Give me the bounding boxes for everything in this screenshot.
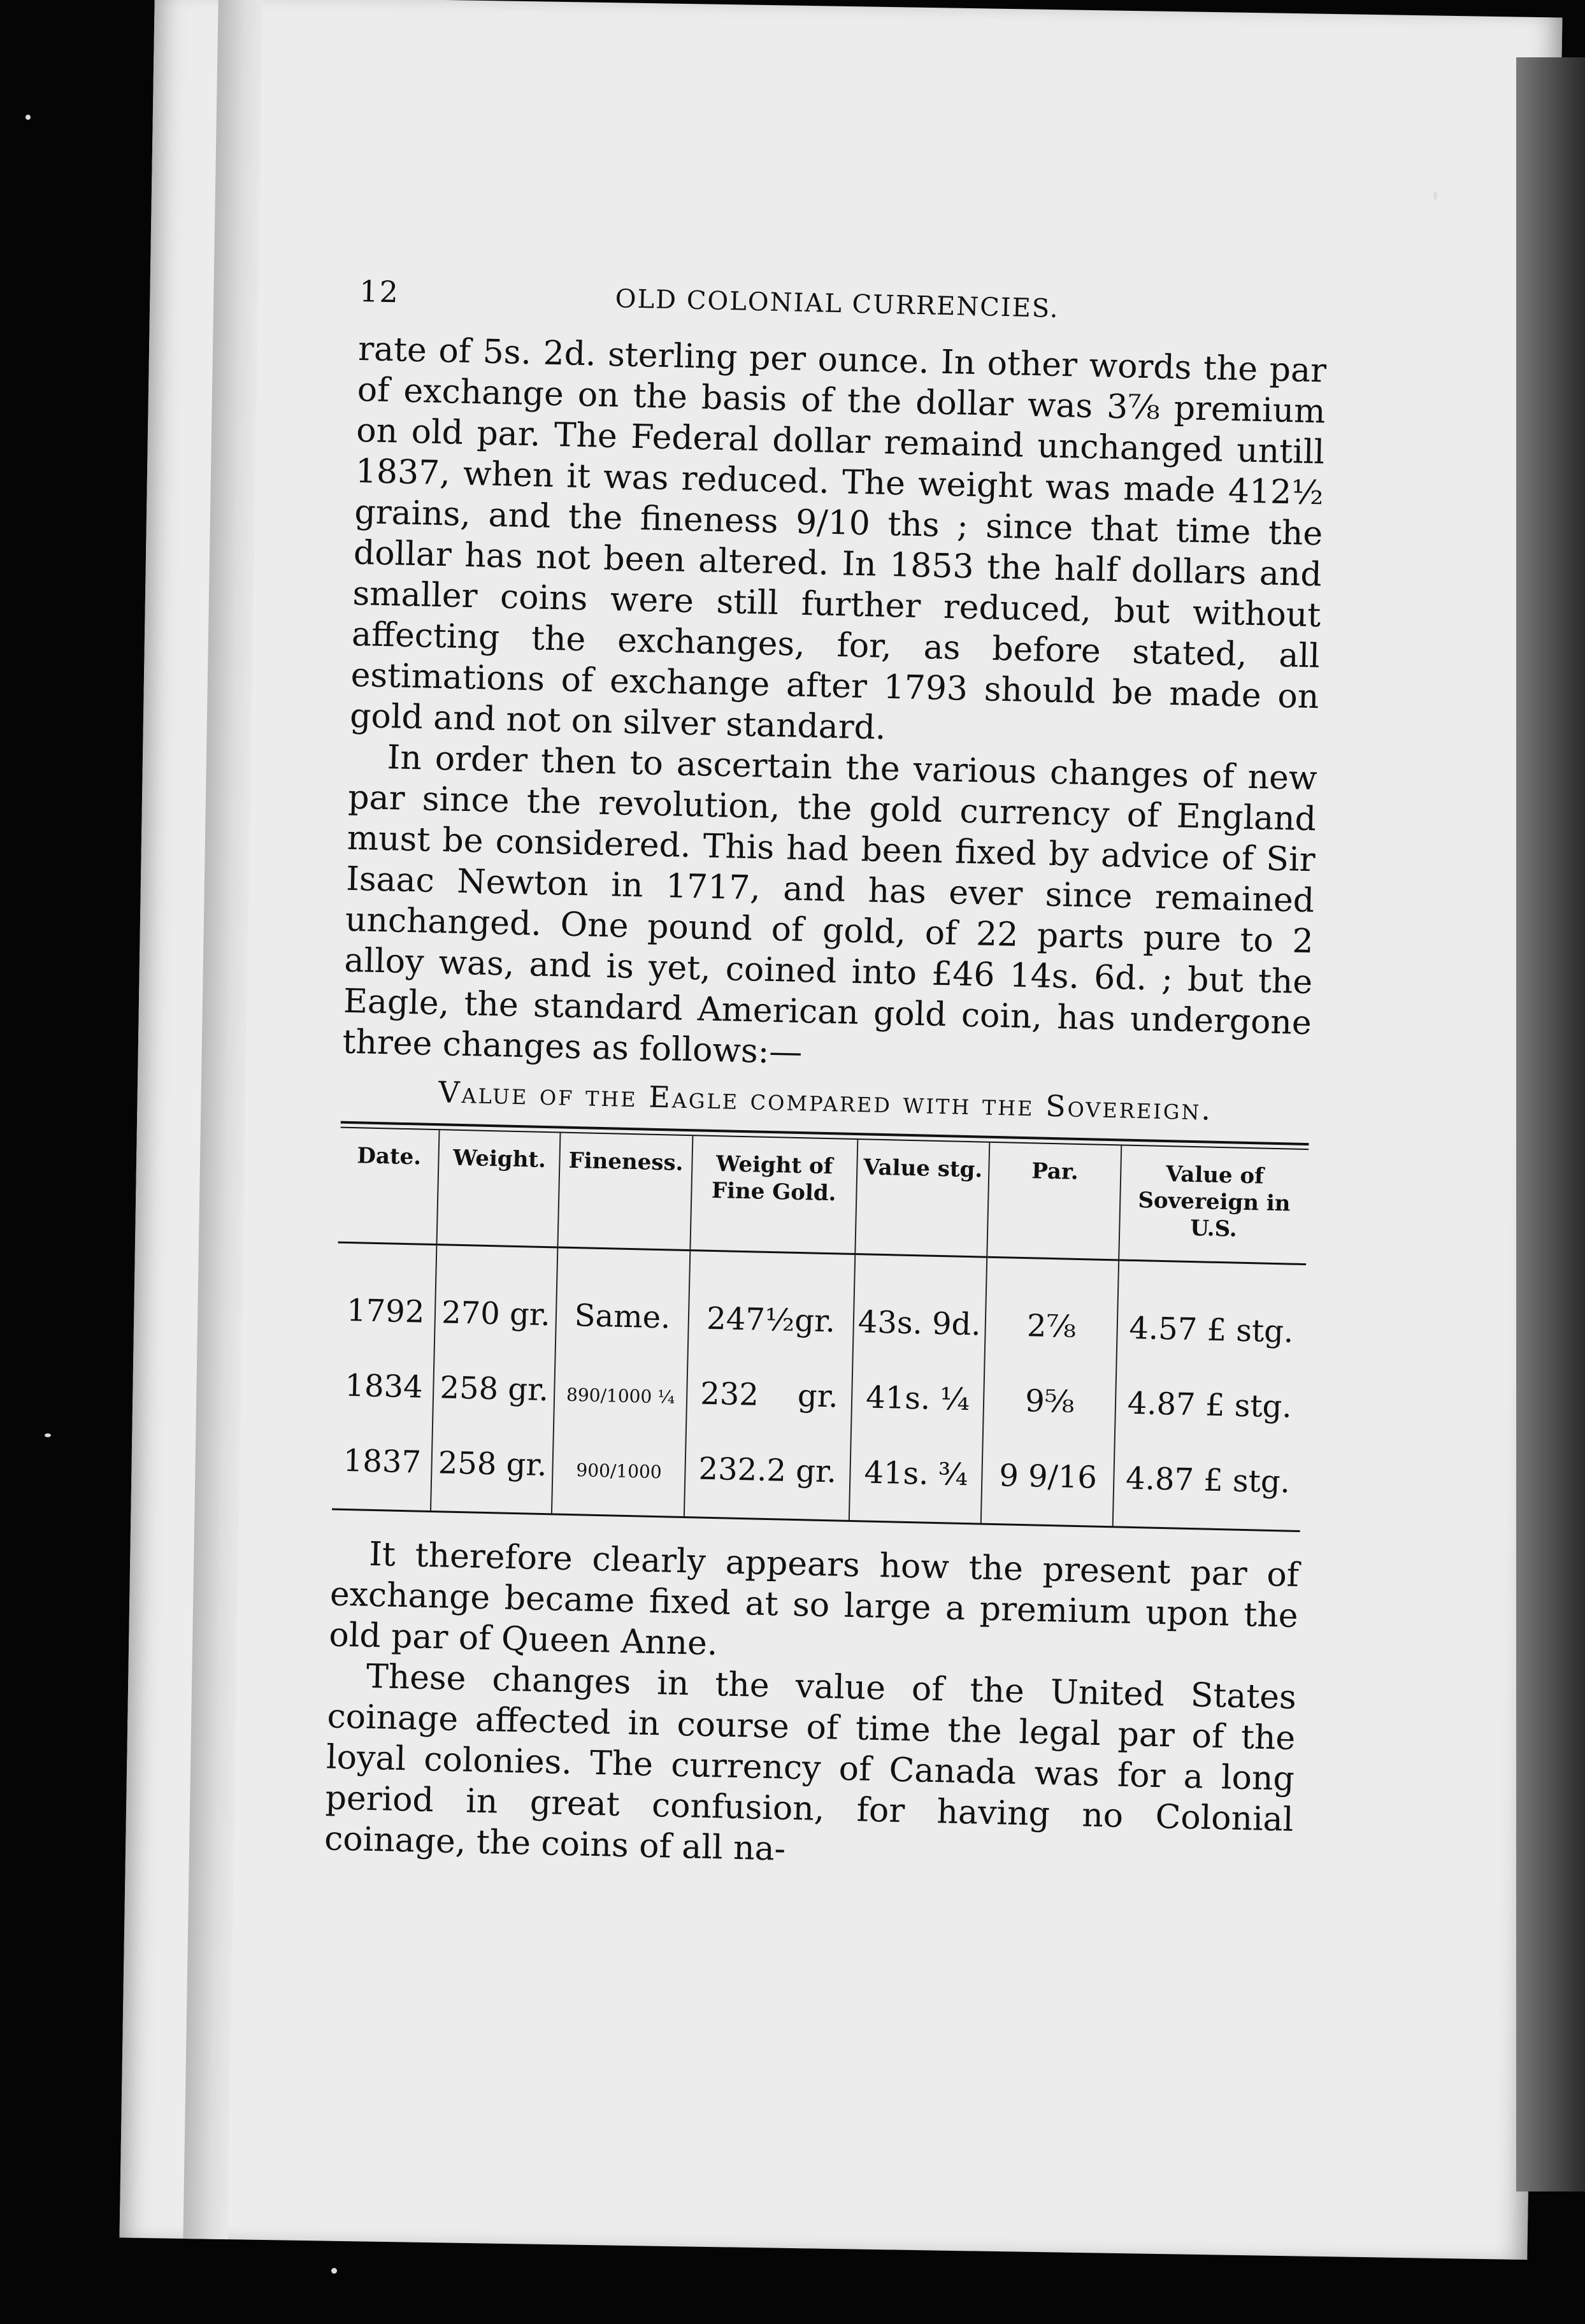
cell-sovereign: 4.57 £ stg. <box>1117 1260 1306 1370</box>
cell-par: 2⅞ <box>985 1257 1119 1365</box>
cell-fineness: Same. <box>556 1247 690 1356</box>
column-header-fineness: Fineness. <box>558 1133 692 1250</box>
page-content <box>324 274 1328 1881</box>
eagle-sovereign-table <box>332 1128 1309 1530</box>
dust-speck <box>331 2268 337 2274</box>
cell-weight: 270 gr. <box>434 1245 558 1353</box>
adjacent-page-edge <box>1516 57 1585 2191</box>
cell-fine-gold: 247½gr. <box>687 1251 855 1359</box>
column-header-value: Value stg. <box>855 1140 989 1257</box>
cell-fineness <box>554 1352 687 1431</box>
cell-weight: 258 gr. <box>433 1350 556 1428</box>
fineness-fraction: 900/1000 <box>576 1460 662 1483</box>
cell-par: 9 9/16 <box>981 1438 1115 1526</box>
column-header-par: Par. <box>987 1143 1121 1260</box>
cell-fine-gold: 232 gr. <box>686 1356 853 1435</box>
paragraph: In order then to ascertain the various changes of new par since the revolution, the gold currency of England must be considered. This had been fixed by advice of Sir Isaac Newton in 1717, and has ever since remained unchanged. One pound of gold, of 22 parts pure to 2 alloy was, and is yet, coined into £46 14s. 6d. ; but the Eagle, the standard American gold coin, has undergone three changes as follows:— <box>341 738 1318 1072</box>
dust-speck <box>25 115 31 120</box>
table-header-row <box>338 1128 1309 1265</box>
cell-weight: 258 gr. <box>431 1425 554 1513</box>
cell-date: 1834 <box>344 1367 424 1405</box>
paragraph: It therefore clearly appears how the present par of exchange became fixed at so large a premium upon the old par of Queen Anne. <box>328 1535 1300 1663</box>
running-title: OLD COLONIAL CURRENCIES. <box>615 284 1060 324</box>
cell-sovereign: 4.87 £ stg. <box>1113 1440 1302 1530</box>
page-number: 12 <box>359 274 400 310</box>
fineness-fraction: 890/1000 ¼ <box>566 1384 675 1408</box>
paragraph: These changes in the value of the United States coinage affected in course of time the legal par of the loyal colonies. The currency of Canada was for a long period in great confusion, for having no Colonial coinage, the coins of all na- <box>324 1657 1297 1869</box>
cell-value: 43s. 9d. <box>852 1254 987 1363</box>
cell-fineness <box>552 1428 685 1516</box>
table-title: Value of the Eagle compared with the Sovereign. <box>438 1075 1213 1127</box>
column-header-date: Date. <box>338 1128 440 1245</box>
column-header-sovereign: Value of Sovereign in U.S. <box>1119 1145 1309 1264</box>
column-header-weight: Weight. <box>437 1130 561 1247</box>
page-gutter <box>183 0 262 2239</box>
column-header-fine-gold: Weight of Fine Gold. <box>690 1136 857 1254</box>
cell-value: 41s. ¾ <box>849 1435 983 1523</box>
paragraph: rate of 5s. 2d. sterling per ounce. In other words the par of exchange on the basis of the dollar was 3⅞ premium on old par. The Federal dollar remaind unchanged untill 1837, when it was reduced. The weight was made 412½ grains, and the fineness 9/10 ths ; since that time the dollar has not been altered. In 1853 the half dollars and smaller coins were still further reduced, but without affecting the exchanges, for, as before stated, all estimations of exchange after 1793 should be made on gold and not on silver standard. <box>349 329 1327 747</box>
cell-par: 9⅝ <box>983 1363 1117 1441</box>
cell-date: 1792 <box>346 1292 425 1330</box>
dust-speck <box>1433 191 1437 200</box>
cell-date: 1837 <box>343 1442 422 1481</box>
cell-sovereign: 4.87 £ stg. <box>1115 1365 1303 1445</box>
dust-speck <box>45 1433 51 1437</box>
cell-value: 41s. ¼ <box>851 1359 985 1438</box>
cell-fine-gold: 232.2 gr. <box>684 1431 851 1520</box>
